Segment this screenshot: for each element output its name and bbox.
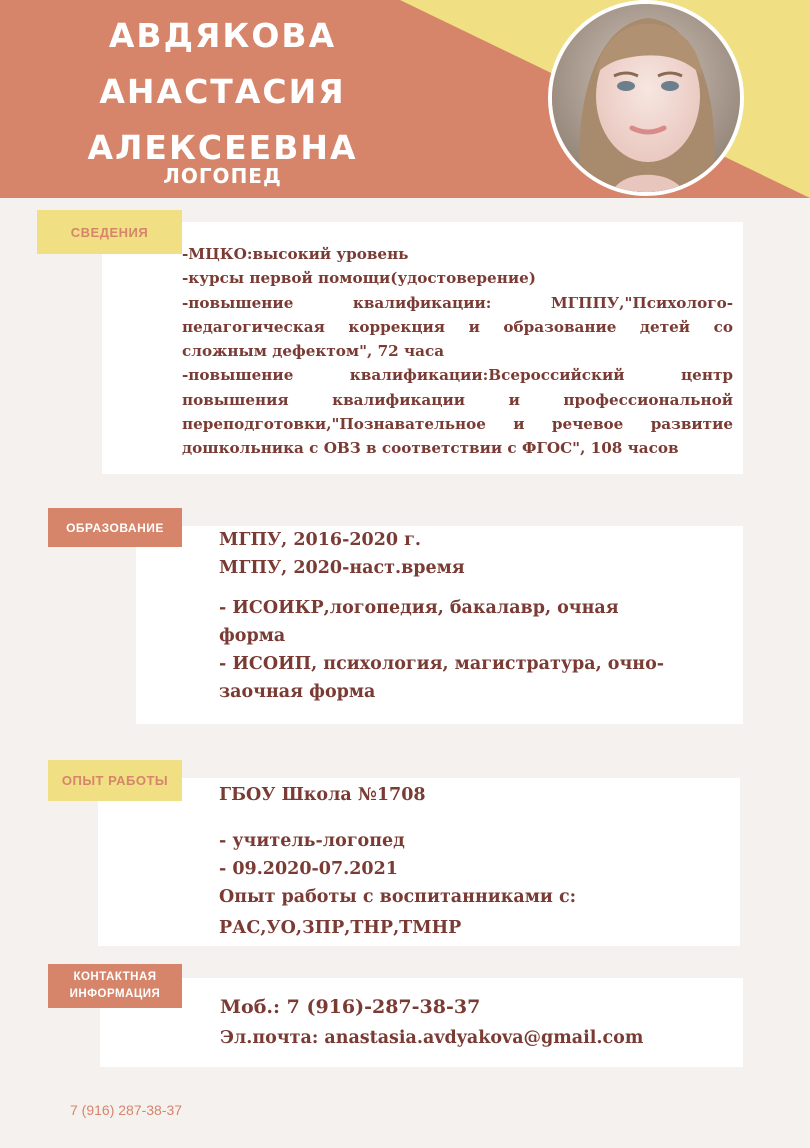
education-line: - ИСОИП, психология, магистратура, очно-: [219, 654, 665, 674]
contact-email: Эл.почта: anastasia.avdyakova@gmail.com: [220, 1028, 644, 1048]
work-card: [98, 778, 740, 946]
contact-phone: Моб.: 7 (916)-287-38-37: [220, 996, 481, 1018]
education-line: МГПУ, 2020-наст.время: [219, 558, 465, 578]
education-card: [136, 526, 743, 724]
work-line: Опыт работы с воспитанниками с:: [219, 887, 577, 907]
contact-section-label: [48, 964, 182, 1008]
work-section-label: ОПЫТ РАБОТЫ: [48, 760, 182, 801]
education-section-label: ОБРАЗОВАНИЕ: [48, 508, 182, 547]
info-line: переподготовки,"Познавательное и речевое развитие: [182, 415, 733, 434]
info-line: повышения квалификации и профессиональной: [182, 390, 733, 409]
info-line: сложным дефектом", 72 часа: [182, 342, 445, 361]
full-name: [60, 8, 385, 176]
education-line: заочная форма: [219, 682, 376, 702]
education-line: форма: [219, 626, 286, 646]
info-line: -повышение квалификации:Всероссийский центр: [182, 366, 733, 385]
work-line: ГБОУ Школа №1708: [219, 785, 426, 805]
work-line: - 09.2020-07.2021: [219, 859, 398, 879]
job-title: ЛОГОПЕД: [163, 164, 282, 188]
info-line: дошкольника с ОВЗ в соответствии с ФГОС", 108 часов: [182, 439, 679, 458]
education-line: МГПУ, 2016-2020 г.: [219, 530, 421, 550]
contact-label-line-2: ИНФОРМАЦИЯ: [69, 988, 161, 1000]
info-line: -курсы первой помощи(удостоверение): [182, 269, 536, 288]
info-line: -повышение квалификации: МГППУ,"Психолого-: [182, 293, 733, 312]
profile-photo: [548, 0, 744, 196]
contact-card: [100, 978, 743, 1067]
contact-label-line-1: КОНТАКТНАЯ: [73, 971, 157, 983]
info-line: -МЦКО:высокий уровень: [182, 245, 409, 263]
work-line: - учитель-логопед: [219, 831, 405, 851]
work-line: РАС,УО,ЗПР,ТНР,ТМНР: [219, 918, 462, 938]
name-line-1: АВДЯКОВА: [108, 16, 337, 55]
info-card: [102, 222, 743, 474]
education-line: - ИСОИКР,логопедия, бакалавр, очная: [219, 598, 619, 618]
info-section-label: СВЕДЕНИЯ: [37, 210, 182, 254]
name-line-2: АНАСТАСИЯ: [99, 72, 346, 111]
footer-phone: 7 (916) 287-38-37: [70, 1102, 183, 1118]
info-line: педагогическая коррекция и образование детей со: [182, 317, 733, 336]
name-line-3: АЛЕКСЕЕВНА: [87, 128, 358, 167]
portrait-photo-icon: [552, 4, 740, 192]
